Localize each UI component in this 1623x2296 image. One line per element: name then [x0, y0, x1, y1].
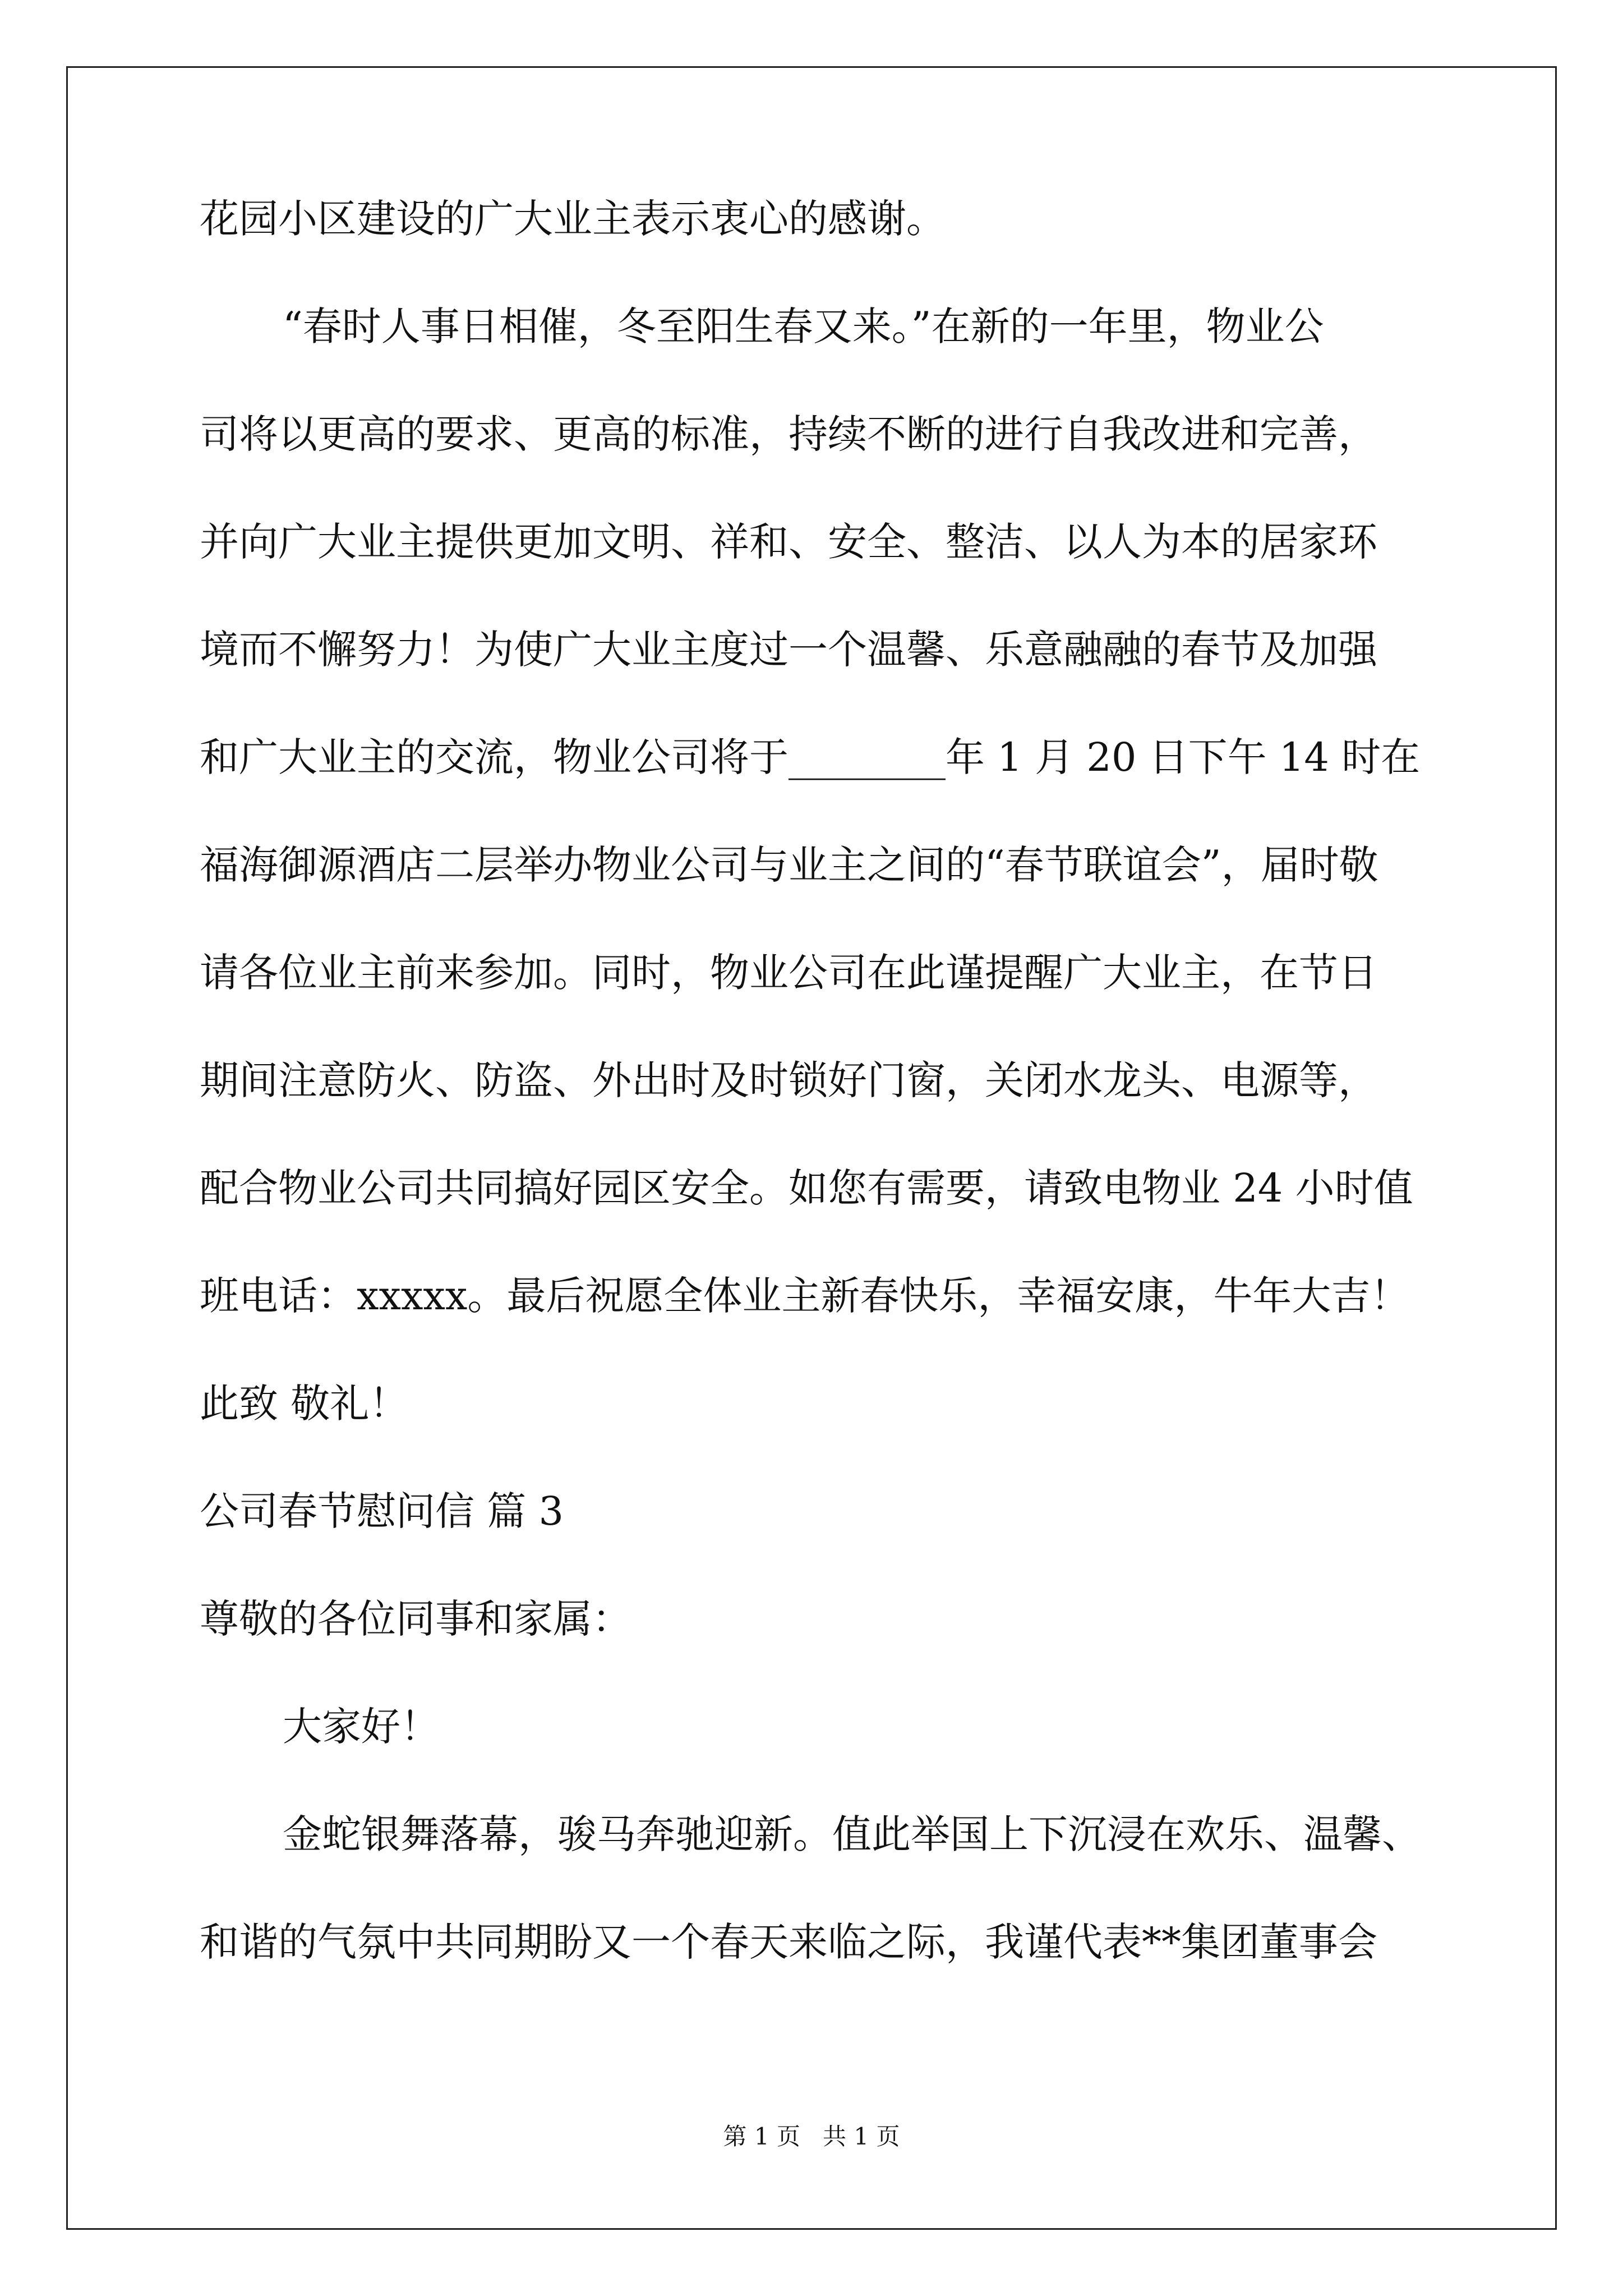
page-footer: 第 1 页 共 1 页	[723, 2123, 900, 2150]
section-heading: 公司春节慰问信 篇 3	[200, 1488, 564, 1534]
text-line: 配合物业公司共同搞好园区安全。如您有需要，请致电物业 24 小时值	[200, 1165, 1413, 1211]
text-line: 并向广大业主提供更加文明、祥和、安全、整洁、以人为本的居家环	[200, 519, 1377, 565]
greeting: 大家好！	[283, 1704, 440, 1750]
text-line: 司将以更高的要求、更高的标准，持续不断的进行自我改进和完善，	[200, 411, 1377, 457]
greeting-addressee: 尊敬的各位同事和家属：	[200, 1596, 631, 1642]
text-line: 和谐的气氛中共同期盼又一个春天来临之际，我谨代表**集团董事会	[200, 1919, 1377, 1965]
text-line: 期间注意防火、防盗、外出时及时锁好门窗，关闭水龙头、电源等，	[200, 1057, 1377, 1103]
closing-salutation: 此致 敬礼！	[200, 1381, 409, 1427]
text-line: 境而不懈努力！为使广大业主度过一个温馨、乐意融融的春节及加强	[200, 627, 1377, 673]
text-line: 金蛇银舞落幕，骏马奔驰迎新。值此举国上下沉浸在欢乐、温馨、	[283, 1811, 1421, 1857]
text-line: 请各位业主前来参加。同时，物业公司在此谨提醒广大业主，在节日	[200, 950, 1377, 996]
text-line: 花园小区建设的广大业主表示衷心的感谢。	[200, 196, 946, 242]
text-line: 班电话：xxxxx。最后祝愿全体业主新春快乐，幸福安康，牛年大吉！	[200, 1273, 1410, 1319]
text-line: 和广大业主的交流，物业公司将于________年 1 月 20 日下午 14 时在	[200, 734, 1421, 780]
document-body	[200, 196, 1433, 2030]
text-line: “春时人事日相催，冬至阳生春又来。”在新的一年里，物业公	[283, 303, 1324, 349]
text-line: 福海御源酒店二层举办物业公司与业主之间的“春节联谊会”，届时敬	[200, 842, 1378, 888]
